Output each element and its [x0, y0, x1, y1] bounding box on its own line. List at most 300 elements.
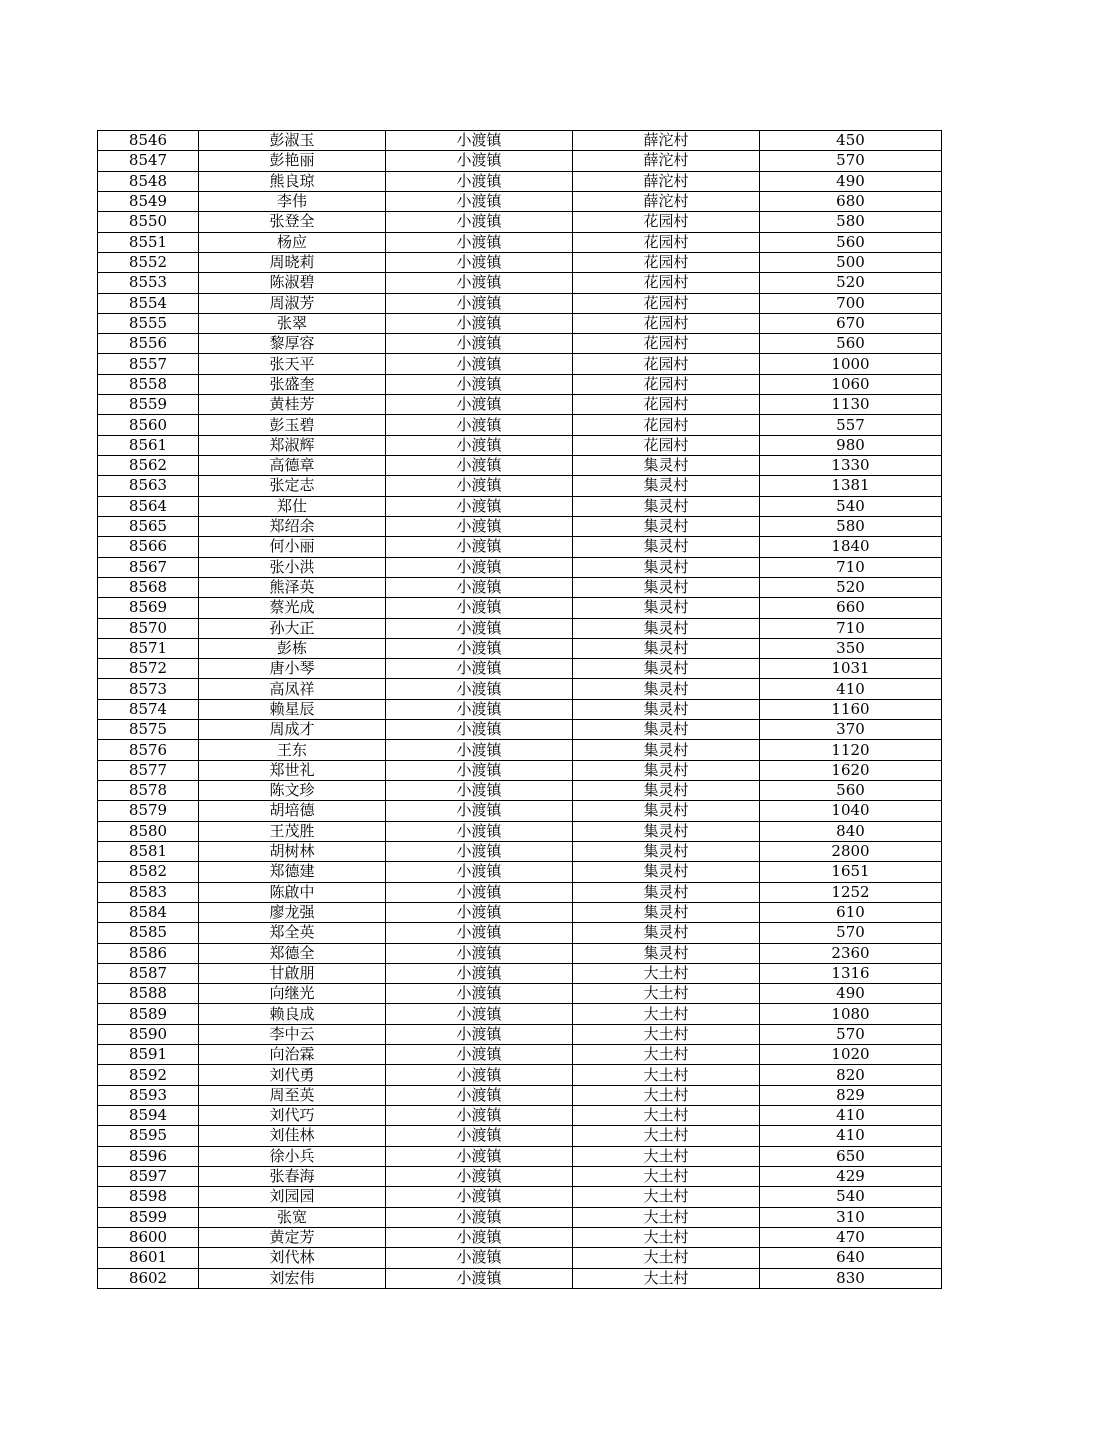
person-name-cell: 郑世礼 [199, 760, 386, 780]
village-cell: 集灵村 [573, 781, 760, 801]
person-name-cell: 刘代巧 [199, 1106, 386, 1126]
table-row [98, 516, 942, 536]
amount-cell: 410 [760, 1106, 942, 1126]
village-cell: 集灵村 [573, 801, 760, 821]
village-cell: 花园村 [573, 212, 760, 232]
record-number-cell: 8601 [98, 1248, 199, 1268]
record-number-cell: 8595 [98, 1126, 199, 1146]
amount-cell: 660 [760, 598, 942, 618]
record-number-cell: 8586 [98, 943, 199, 963]
village-cell: 集灵村 [573, 862, 760, 882]
town-cell: 小渡镇 [386, 1085, 573, 1105]
village-cell: 花园村 [573, 273, 760, 293]
table-row [98, 984, 942, 1004]
village-cell: 大土村 [573, 1227, 760, 1247]
village-cell: 薛沱村 [573, 151, 760, 171]
village-cell: 大土村 [573, 1004, 760, 1024]
amount-cell: 1840 [760, 537, 942, 557]
record-number-cell: 8555 [98, 313, 199, 333]
table-row [98, 760, 942, 780]
person-name-cell: 胡树林 [199, 841, 386, 861]
village-cell: 集灵村 [573, 638, 760, 658]
record-number-cell: 8588 [98, 984, 199, 1004]
village-cell: 集灵村 [573, 659, 760, 679]
person-name-cell: 郑全英 [199, 923, 386, 943]
village-cell: 大土村 [573, 1187, 760, 1207]
amount-cell: 310 [760, 1207, 942, 1227]
village-cell: 大土村 [573, 1166, 760, 1186]
amount-cell: 520 [760, 273, 942, 293]
village-cell: 集灵村 [573, 699, 760, 719]
amount-cell: 1031 [760, 659, 942, 679]
table-row [98, 963, 942, 983]
village-cell: 大土村 [573, 1085, 760, 1105]
table-row [98, 699, 942, 719]
amount-cell: 1381 [760, 476, 942, 496]
village-cell: 集灵村 [573, 476, 760, 496]
town-cell: 小渡镇 [386, 618, 573, 638]
table-row [98, 1207, 942, 1227]
village-cell: 集灵村 [573, 516, 760, 536]
person-name-cell: 周淑芳 [199, 293, 386, 313]
village-cell: 集灵村 [573, 557, 760, 577]
person-name-cell: 何小丽 [199, 537, 386, 557]
amount-cell: 710 [760, 618, 942, 638]
person-name-cell: 陈啟中 [199, 882, 386, 902]
town-cell: 小渡镇 [386, 1024, 573, 1044]
person-name-cell: 刘代林 [199, 1248, 386, 1268]
town-cell: 小渡镇 [386, 638, 573, 658]
record-number-cell: 8596 [98, 1146, 199, 1166]
record-number-cell: 8591 [98, 1045, 199, 1065]
village-cell: 集灵村 [573, 577, 760, 597]
town-cell: 小渡镇 [386, 598, 573, 618]
record-number-cell: 8583 [98, 882, 199, 902]
amount-cell: 560 [760, 232, 942, 252]
record-number-cell: 8589 [98, 1004, 199, 1024]
village-cell: 薛沱村 [573, 171, 760, 191]
amount-cell: 540 [760, 496, 942, 516]
person-name-cell: 孙大正 [199, 618, 386, 638]
amount-cell: 1040 [760, 801, 942, 821]
town-cell: 小渡镇 [386, 1126, 573, 1146]
record-number-cell: 8577 [98, 760, 199, 780]
amount-cell: 1330 [760, 456, 942, 476]
table-row [98, 354, 942, 374]
record-number-cell: 8576 [98, 740, 199, 760]
town-cell: 小渡镇 [386, 395, 573, 415]
town-cell: 小渡镇 [386, 984, 573, 1004]
village-cell: 花园村 [573, 293, 760, 313]
person-name-cell: 陈文珍 [199, 781, 386, 801]
town-cell: 小渡镇 [386, 496, 573, 516]
record-number-cell: 8562 [98, 456, 199, 476]
town-cell: 小渡镇 [386, 781, 573, 801]
town-cell: 小渡镇 [386, 1187, 573, 1207]
person-name-cell: 刘代勇 [199, 1065, 386, 1085]
amount-cell: 410 [760, 1126, 942, 1146]
amount-cell: 2360 [760, 943, 942, 963]
amount-cell: 680 [760, 191, 942, 211]
village-cell: 花园村 [573, 374, 760, 394]
person-name-cell: 张天平 [199, 354, 386, 374]
table-row [98, 679, 942, 699]
record-number-cell: 8579 [98, 801, 199, 821]
person-name-cell: 刘园园 [199, 1187, 386, 1207]
table-row [98, 1227, 942, 1247]
table-row [98, 435, 942, 455]
person-name-cell: 杨应 [199, 232, 386, 252]
town-cell: 小渡镇 [386, 923, 573, 943]
record-number-cell: 8550 [98, 212, 199, 232]
village-cell: 大土村 [573, 1024, 760, 1044]
record-number-cell: 8592 [98, 1065, 199, 1085]
town-cell: 小渡镇 [386, 659, 573, 679]
village-cell: 花园村 [573, 435, 760, 455]
amount-cell: 580 [760, 516, 942, 536]
table-row [98, 212, 942, 232]
table-row [98, 902, 942, 922]
record-number-cell: 8567 [98, 557, 199, 577]
table-row [98, 395, 942, 415]
table-row [98, 638, 942, 658]
amount-cell: 560 [760, 334, 942, 354]
roster-table [97, 130, 942, 1289]
town-cell: 小渡镇 [386, 1045, 573, 1065]
record-number-cell: 8571 [98, 638, 199, 658]
village-cell: 大土村 [573, 1248, 760, 1268]
record-number-cell: 8552 [98, 252, 199, 272]
village-cell: 大土村 [573, 1268, 760, 1288]
record-number-cell: 8580 [98, 821, 199, 841]
person-name-cell: 赖星辰 [199, 699, 386, 719]
record-number-cell: 8559 [98, 395, 199, 415]
person-name-cell: 彭栋 [199, 638, 386, 658]
person-name-cell: 彭淑玉 [199, 131, 386, 151]
person-name-cell: 张宽 [199, 1207, 386, 1227]
record-number-cell: 8587 [98, 963, 199, 983]
village-cell: 集灵村 [573, 679, 760, 699]
amount-cell: 1316 [760, 963, 942, 983]
town-cell: 小渡镇 [386, 293, 573, 313]
table-row [98, 618, 942, 638]
town-cell: 小渡镇 [386, 212, 573, 232]
table-row [98, 1085, 942, 1105]
amount-cell: 570 [760, 151, 942, 171]
person-name-cell: 张盛奎 [199, 374, 386, 394]
town-cell: 小渡镇 [386, 456, 573, 476]
amount-cell: 1620 [760, 760, 942, 780]
town-cell: 小渡镇 [386, 1106, 573, 1126]
person-name-cell: 黄定芳 [199, 1227, 386, 1247]
amount-cell: 370 [760, 720, 942, 740]
village-cell: 大土村 [573, 1207, 760, 1227]
table-row [98, 374, 942, 394]
village-cell: 花园村 [573, 313, 760, 333]
amount-cell: 2800 [760, 841, 942, 861]
table-row [98, 577, 942, 597]
person-name-cell: 王东 [199, 740, 386, 760]
table-row [98, 293, 942, 313]
person-name-cell: 向治霖 [199, 1045, 386, 1065]
table-row [98, 862, 942, 882]
town-cell: 小渡镇 [386, 1146, 573, 1166]
person-name-cell: 赖良成 [199, 1004, 386, 1024]
person-name-cell: 彭玉碧 [199, 415, 386, 435]
table-row [98, 1065, 942, 1085]
record-number-cell: 8600 [98, 1227, 199, 1247]
record-number-cell: 8593 [98, 1085, 199, 1105]
town-cell: 小渡镇 [386, 821, 573, 841]
person-name-cell: 王茂胜 [199, 821, 386, 841]
person-name-cell: 刘佳林 [199, 1126, 386, 1146]
amount-cell: 1000 [760, 354, 942, 374]
village-cell: 集灵村 [573, 720, 760, 740]
amount-cell: 640 [760, 1248, 942, 1268]
record-number-cell: 8561 [98, 435, 199, 455]
town-cell: 小渡镇 [386, 232, 573, 252]
town-cell: 小渡镇 [386, 1227, 573, 1247]
amount-cell: 610 [760, 902, 942, 922]
record-number-cell: 8549 [98, 191, 199, 211]
record-number-cell: 8598 [98, 1187, 199, 1207]
amount-cell: 410 [760, 679, 942, 699]
town-cell: 小渡镇 [386, 882, 573, 902]
village-cell: 集灵村 [573, 841, 760, 861]
town-cell: 小渡镇 [386, 1004, 573, 1024]
town-cell: 小渡镇 [386, 699, 573, 719]
amount-cell: 670 [760, 313, 942, 333]
town-cell: 小渡镇 [386, 537, 573, 557]
town-cell: 小渡镇 [386, 435, 573, 455]
village-cell: 大土村 [573, 1146, 760, 1166]
village-cell: 大土村 [573, 1106, 760, 1126]
town-cell: 小渡镇 [386, 841, 573, 861]
table-row [98, 1045, 942, 1065]
village-cell: 集灵村 [573, 882, 760, 902]
table-row [98, 1146, 942, 1166]
person-name-cell: 甘啟朋 [199, 963, 386, 983]
town-cell: 小渡镇 [386, 191, 573, 211]
amount-cell: 470 [760, 1227, 942, 1247]
record-number-cell: 8546 [98, 131, 199, 151]
table-row [98, 1248, 942, 1268]
person-name-cell: 周至英 [199, 1085, 386, 1105]
person-name-cell: 张登全 [199, 212, 386, 232]
village-cell: 大土村 [573, 984, 760, 1004]
record-number-cell: 8564 [98, 496, 199, 516]
town-cell: 小渡镇 [386, 1166, 573, 1186]
village-cell: 集灵村 [573, 923, 760, 943]
town-cell: 小渡镇 [386, 720, 573, 740]
table-row [98, 496, 942, 516]
town-cell: 小渡镇 [386, 313, 573, 333]
town-cell: 小渡镇 [386, 1248, 573, 1268]
table-row [98, 1187, 942, 1207]
amount-cell: 1060 [760, 374, 942, 394]
record-number-cell: 8553 [98, 273, 199, 293]
person-name-cell: 高德章 [199, 456, 386, 476]
table-row [98, 943, 942, 963]
person-name-cell: 高凤祥 [199, 679, 386, 699]
person-name-cell: 周成才 [199, 720, 386, 740]
table-row [98, 1268, 942, 1288]
village-cell: 花园村 [573, 395, 760, 415]
person-name-cell: 周晓莉 [199, 252, 386, 272]
table-row [98, 720, 942, 740]
amount-cell: 490 [760, 984, 942, 1004]
record-number-cell: 8602 [98, 1268, 199, 1288]
table-row [98, 821, 942, 841]
person-name-cell: 熊良琼 [199, 171, 386, 191]
person-name-cell: 刘宏伟 [199, 1268, 386, 1288]
village-cell: 花园村 [573, 415, 760, 435]
amount-cell: 1020 [760, 1045, 942, 1065]
table-row [98, 313, 942, 333]
document-page [97, 130, 941, 1289]
town-cell: 小渡镇 [386, 679, 573, 699]
record-number-cell: 8566 [98, 537, 199, 557]
village-cell: 集灵村 [573, 902, 760, 922]
village-cell: 花园村 [573, 252, 760, 272]
table-row [98, 131, 942, 151]
person-name-cell: 张定志 [199, 476, 386, 496]
town-cell: 小渡镇 [386, 862, 573, 882]
amount-cell: 1651 [760, 862, 942, 882]
village-cell: 花园村 [573, 232, 760, 252]
amount-cell: 570 [760, 923, 942, 943]
table-row [98, 171, 942, 191]
town-cell: 小渡镇 [386, 415, 573, 435]
village-cell: 大土村 [573, 1065, 760, 1085]
person-name-cell: 廖龙强 [199, 902, 386, 922]
record-number-cell: 8569 [98, 598, 199, 618]
person-name-cell: 李中云 [199, 1024, 386, 1044]
amount-cell: 520 [760, 577, 942, 597]
person-name-cell: 张翠 [199, 313, 386, 333]
record-number-cell: 8584 [98, 902, 199, 922]
village-cell: 大土村 [573, 963, 760, 983]
table-row [98, 557, 942, 577]
table-row [98, 151, 942, 171]
town-cell: 小渡镇 [386, 273, 573, 293]
table-row [98, 191, 942, 211]
village-cell: 集灵村 [573, 821, 760, 841]
table-row [98, 232, 942, 252]
amount-cell: 1252 [760, 882, 942, 902]
village-cell: 集灵村 [573, 618, 760, 638]
person-name-cell: 郑仕 [199, 496, 386, 516]
person-name-cell: 李伟 [199, 191, 386, 211]
record-number-cell: 8554 [98, 293, 199, 313]
table-row [98, 882, 942, 902]
person-name-cell: 唐小琴 [199, 659, 386, 679]
table-row [98, 781, 942, 801]
town-cell: 小渡镇 [386, 902, 573, 922]
village-cell: 集灵村 [573, 456, 760, 476]
person-name-cell: 黄桂芳 [199, 395, 386, 415]
record-number-cell: 8590 [98, 1024, 199, 1044]
amount-cell: 500 [760, 252, 942, 272]
town-cell: 小渡镇 [386, 354, 573, 374]
record-number-cell: 8565 [98, 516, 199, 536]
town-cell: 小渡镇 [386, 1207, 573, 1227]
town-cell: 小渡镇 [386, 943, 573, 963]
record-number-cell: 8551 [98, 232, 199, 252]
village-cell: 集灵村 [573, 943, 760, 963]
table-row [98, 415, 942, 435]
record-number-cell: 8563 [98, 476, 199, 496]
amount-cell: 540 [760, 1187, 942, 1207]
amount-cell: 1160 [760, 699, 942, 719]
village-cell: 集灵村 [573, 760, 760, 780]
table-row [98, 1024, 942, 1044]
table-row [98, 659, 942, 679]
amount-cell: 450 [760, 131, 942, 151]
record-number-cell: 8594 [98, 1106, 199, 1126]
person-name-cell: 黎厚容 [199, 334, 386, 354]
table-row [98, 456, 942, 476]
table-row [98, 1106, 942, 1126]
record-number-cell: 8599 [98, 1207, 199, 1227]
amount-cell: 829 [760, 1085, 942, 1105]
record-number-cell: 8570 [98, 618, 199, 638]
record-number-cell: 8547 [98, 151, 199, 171]
record-number-cell: 8556 [98, 334, 199, 354]
record-number-cell: 8548 [98, 171, 199, 191]
person-name-cell: 熊泽英 [199, 577, 386, 597]
amount-cell: 700 [760, 293, 942, 313]
town-cell: 小渡镇 [386, 151, 573, 171]
town-cell: 小渡镇 [386, 760, 573, 780]
town-cell: 小渡镇 [386, 577, 573, 597]
person-name-cell: 蔡光成 [199, 598, 386, 618]
village-cell: 花园村 [573, 334, 760, 354]
table-row [98, 273, 942, 293]
amount-cell: 1120 [760, 740, 942, 760]
person-name-cell: 陈淑碧 [199, 273, 386, 293]
record-number-cell: 8560 [98, 415, 199, 435]
town-cell: 小渡镇 [386, 557, 573, 577]
person-name-cell: 张小洪 [199, 557, 386, 577]
record-number-cell: 8575 [98, 720, 199, 740]
table-row [98, 598, 942, 618]
table-row [98, 841, 942, 861]
table-row [98, 1126, 942, 1146]
table-row [98, 801, 942, 821]
amount-cell: 710 [760, 557, 942, 577]
person-name-cell: 郑德建 [199, 862, 386, 882]
amount-cell: 650 [760, 1146, 942, 1166]
town-cell: 小渡镇 [386, 516, 573, 536]
village-cell: 集灵村 [573, 740, 760, 760]
amount-cell: 490 [760, 171, 942, 191]
amount-cell: 840 [760, 821, 942, 841]
town-cell: 小渡镇 [386, 801, 573, 821]
table-row [98, 1004, 942, 1024]
record-number-cell: 8568 [98, 577, 199, 597]
record-number-cell: 8581 [98, 841, 199, 861]
person-name-cell: 胡培德 [199, 801, 386, 821]
table-row [98, 740, 942, 760]
person-name-cell: 向继光 [199, 984, 386, 1004]
town-cell: 小渡镇 [386, 963, 573, 983]
amount-cell: 557 [760, 415, 942, 435]
record-number-cell: 8597 [98, 1166, 199, 1186]
record-number-cell: 8578 [98, 781, 199, 801]
town-cell: 小渡镇 [386, 171, 573, 191]
person-name-cell: 郑绍余 [199, 516, 386, 536]
